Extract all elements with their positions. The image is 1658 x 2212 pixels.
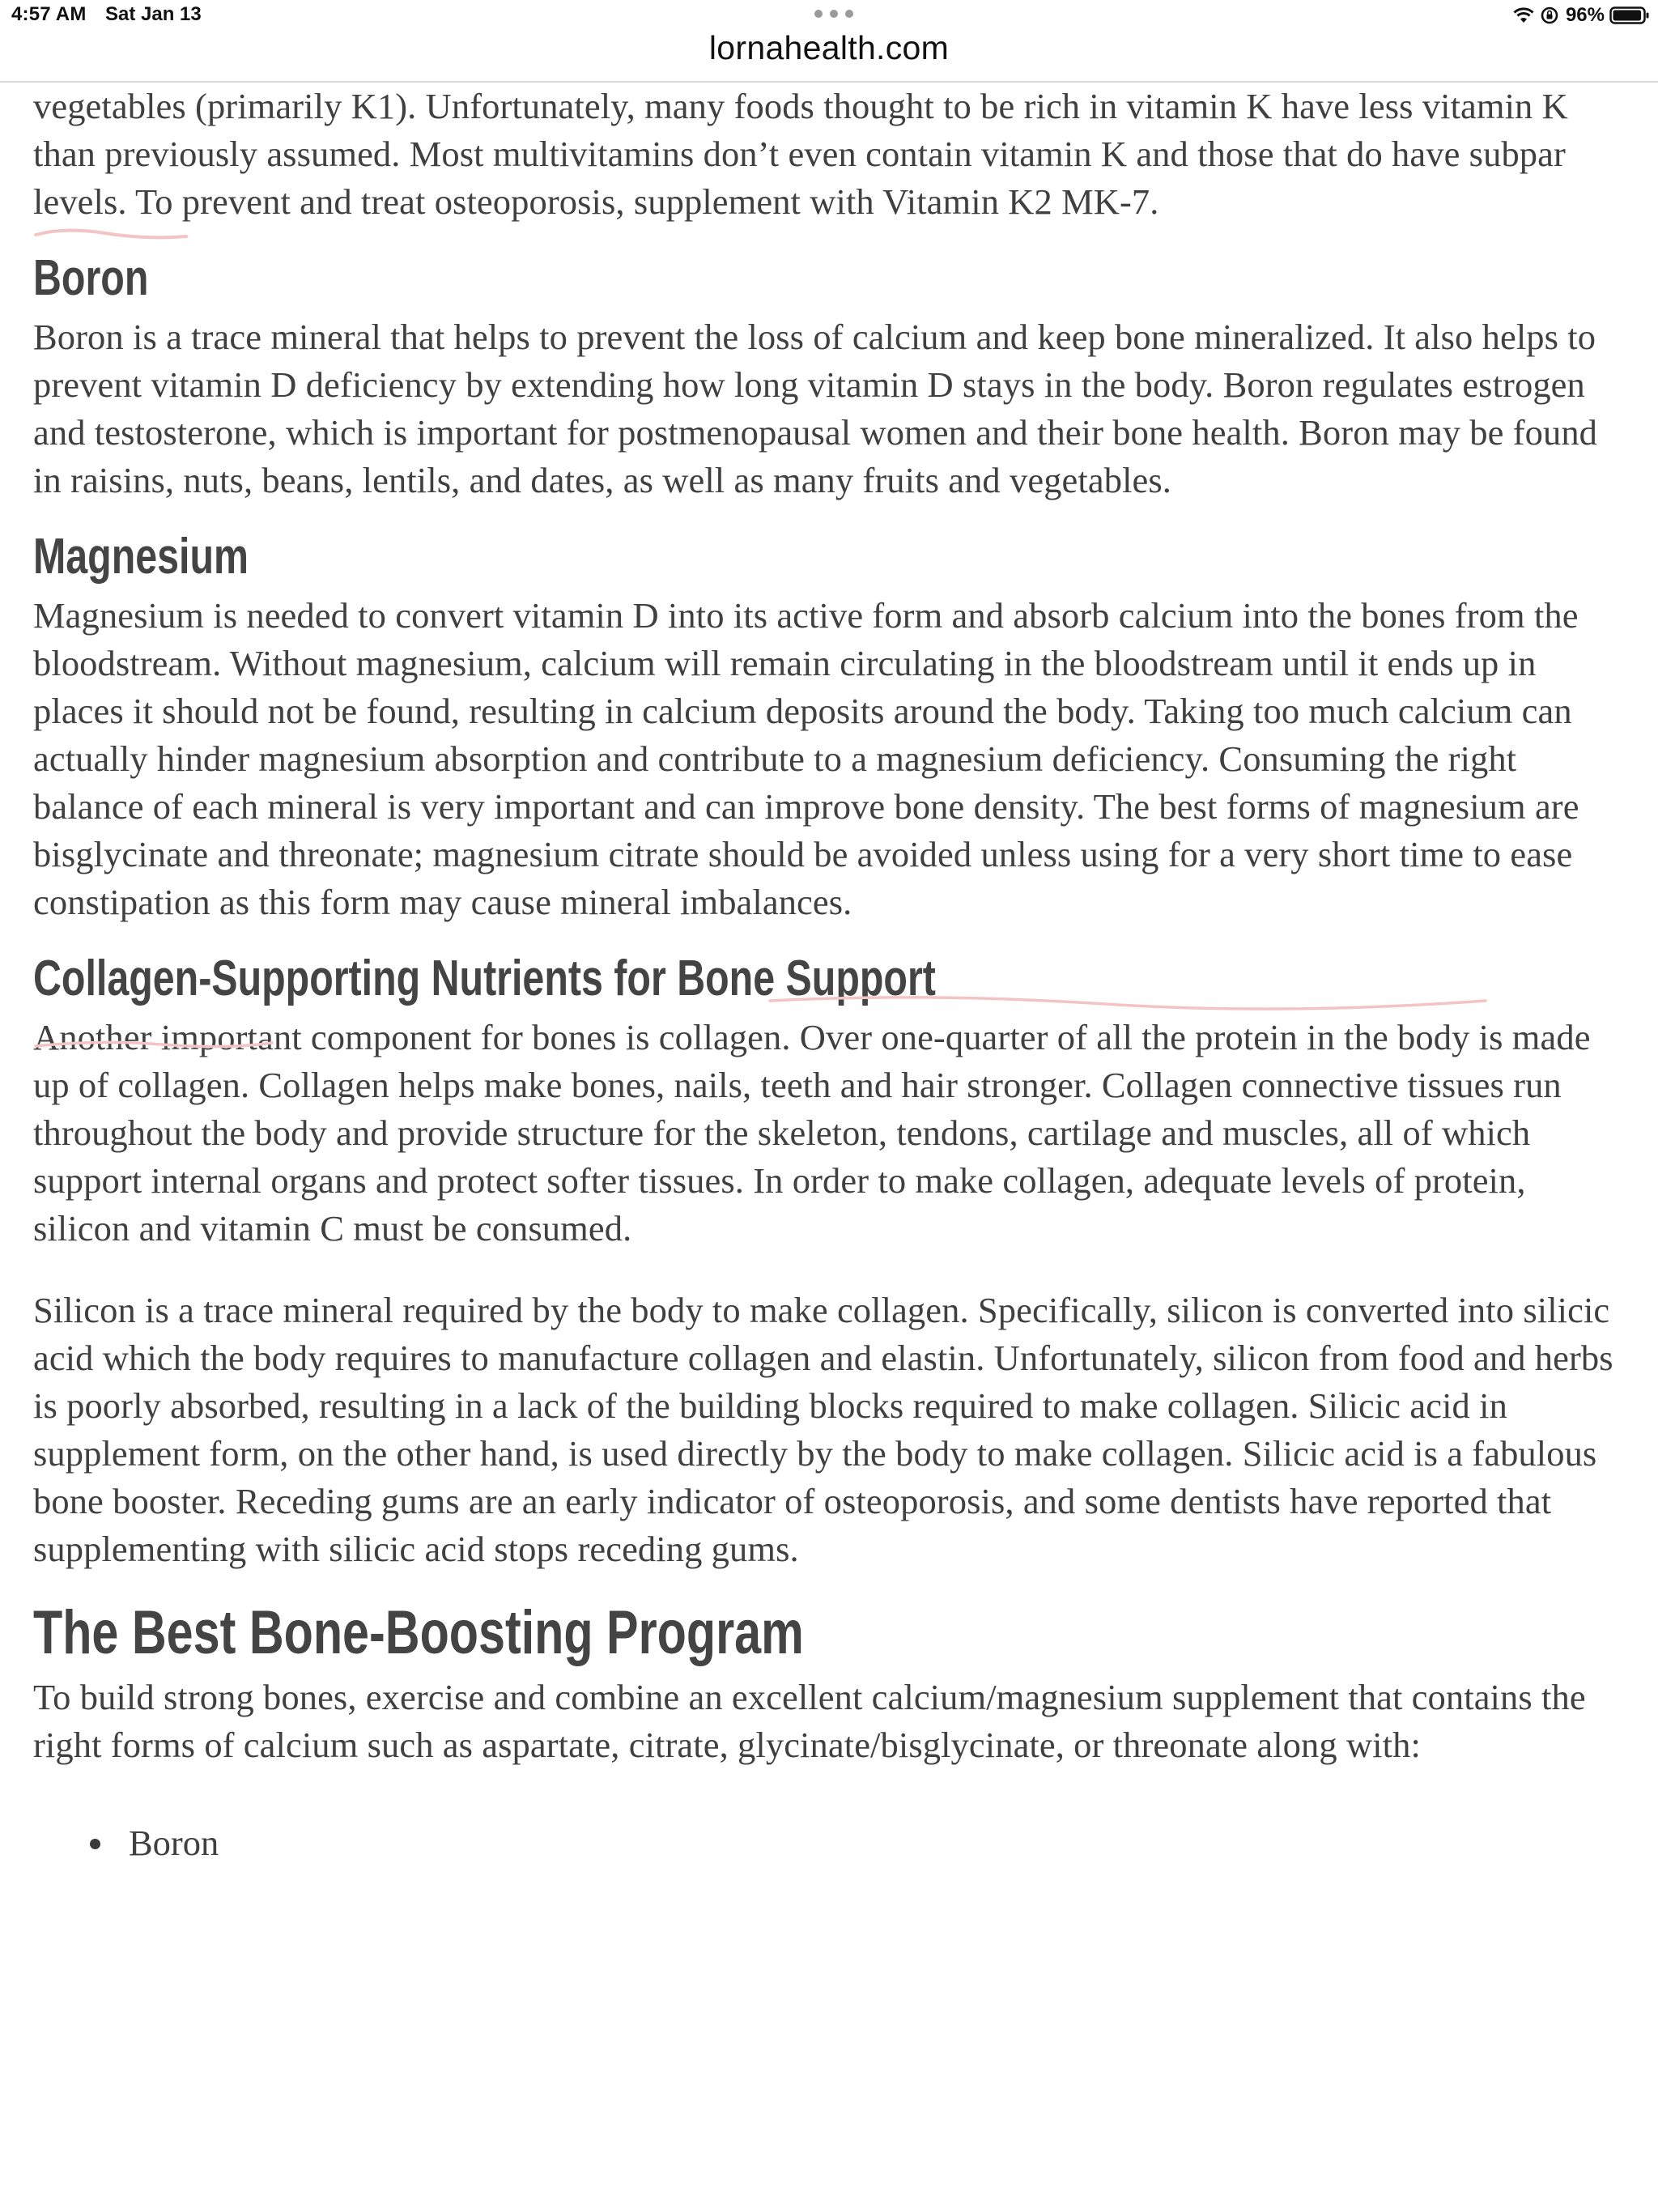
status-bar (0, 0, 1658, 83)
heading-program: The Best Bone-Boosting Program (33, 1598, 804, 1667)
supplement-list (33, 1819, 1620, 1867)
status-date: Sat Jan 13 (105, 3, 202, 25)
wifi-icon (1512, 6, 1535, 24)
list-item: Boron (33, 1819, 1620, 1867)
url-domain[interactable]: lornahealth.com (708, 29, 950, 66)
status-indicators (1512, 2, 1650, 29)
collagen-paragraph-1: Another important component for bones is collagen. Over one-quarter of all the protein in the body is made up of collagen. Collagen helps make bones, nails, teeth and hair stronger. Collagen connective tissues run throughout the body and provide structure for the skeleton, tendons, cartilage and muscles, all of which support internal organs and protect softer tissues. In order to make collagen, adequate levels of protein, silicon and vitamin C must be consumed. (33, 1017, 1591, 1249)
heading-magnesium: Magnesium (33, 529, 249, 585)
orientation-lock-icon (1540, 6, 1559, 25)
article-body (33, 81, 1620, 1867)
collagen-paragraph-2: Silicon is a trace mineral required by the body to make collagen. Specifically, silicon is converted into silicic acid which the body requires to manufacture collagen and elastin. Unfortunately, silicon from food and herbs is poorly absorbed, resulting in a lack of the building blocks required to make collagen. Silicic acid in supplement form, on the other hand, is used directly by the body to make collagen. Silicic acid is a fabulous bone booster. Receding gums are an early indicator of osteoporosis, and some dentists have reported that supplementing with silicic acid stops receding gums. (33, 1290, 1613, 1569)
multitasking-dots-icon[interactable] (814, 2, 853, 26)
battery-percent: 96% (1565, 4, 1605, 26)
intro-paragraph: vegetables (primarily K1). Unfortunately, many foods thought to be rich in vitamin K have less vitamin K than previously assumed. Most multivitamins don’t even contain vitamin K and those that do have subpar levels. To prevent and treat osteoporosis, supplement with Vitamin K2 MK-7. (33, 86, 1568, 222)
heading-boron: Boron (33, 250, 149, 306)
program-paragraph: To build strong bones, exercise and combine an excellent calcium/magnesium supplement that contains the right forms of calcium such as aspartate, citrate, glycinate/bisglycinate, or threonate along with: (33, 1677, 1586, 1765)
heading-collagen: Collagen-Supporting Nutrients for Bone Support (33, 951, 936, 1006)
battery-icon (1609, 6, 1650, 25)
magnesium-paragraph: Magnesium is needed to convert vitamin D into its active form and absorb calcium into the bones from the bloodstream. Without magnesium, calcium will remain circulating in the bloodstream until it ends up in places it should not be found, resulting in calcium deposits around the body. Taking too much calcium can actually hinder magnesium absorption and contribute to a magnesium deficiency. Consuming the right balance of each mineral is very important and can improve bone density. The best forms of magnesium are bisglycinate and threonate; magnesium citrate should be avoided unless using for a very short time to ease constipation as this form may cause mineral imbalances. (33, 595, 1579, 922)
boron-paragraph: Boron is a trace mineral that helps to prevent the loss of calcium and keep bone mineralized. It also helps to prevent vitamin D deficiency by extending how long vitamin D stays in the body. Boron regulates estrogen and testosterone, which is important for postmenopausal women and their bone health. Boron may be found in raisins, nuts, beans, lentils, and dates, as well as many fruits and vegetables. (33, 317, 1598, 500)
status-time: 4:57 AM (11, 3, 87, 25)
